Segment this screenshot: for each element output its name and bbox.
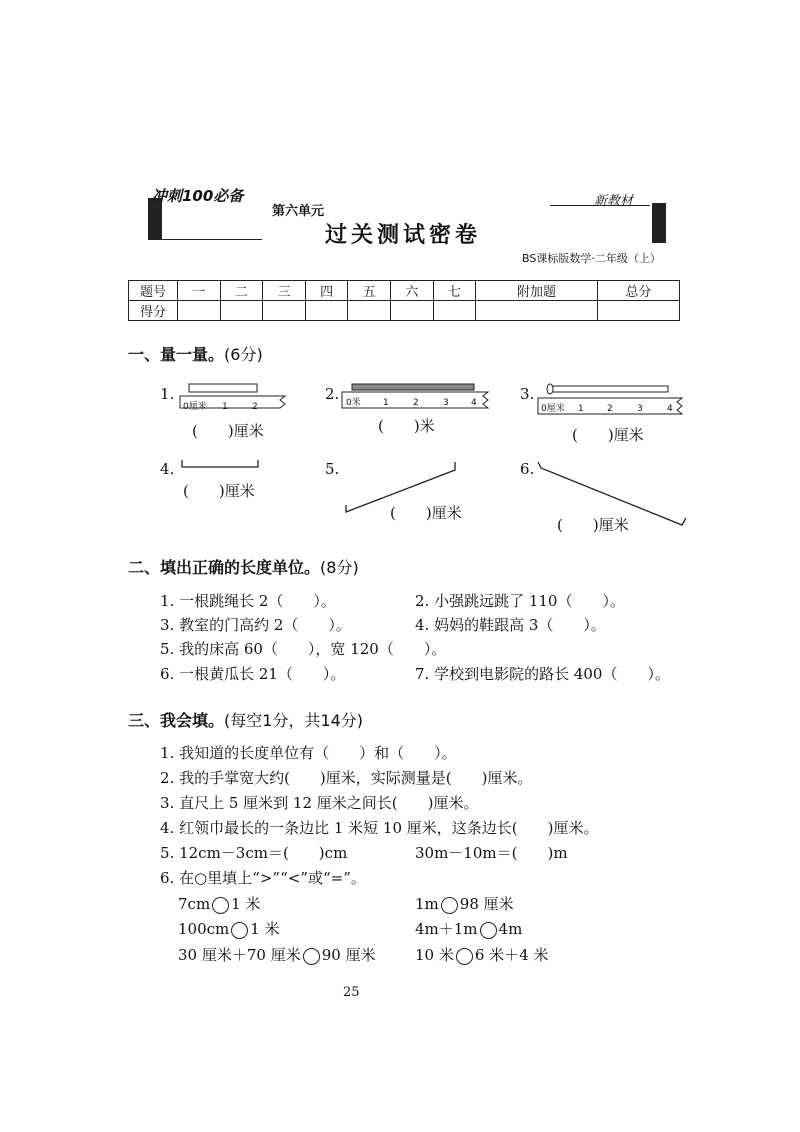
table-cell: 五 <box>348 281 391 301</box>
table-cell: 一 <box>178 281 221 301</box>
section1-title: 一、量一量。 <box>128 345 225 364</box>
answer-blank-1[interactable]: ( )厘米 <box>192 422 264 440</box>
question-item: 4. 妈妈的鞋跟高 3（ ）。 <box>415 616 606 634</box>
question-item: 7. 学校到电影院的路长 400（ ）。 <box>415 665 670 683</box>
ruler-tick-label: 1 <box>222 402 228 412</box>
question-item: 6. 一根黄瓜长 21（ ）。 <box>160 665 346 683</box>
compare-right: 90 厘米 <box>321 946 376 964</box>
table-cell: 四 <box>305 281 348 301</box>
item-number: 5. <box>325 460 340 478</box>
compare-left: 100cm <box>178 920 230 938</box>
question-item: 30m－10m＝( )m <box>415 844 568 862</box>
ruler-tick-label: 0厘米 <box>541 404 565 414</box>
section2-points: (8分) <box>320 558 359 577</box>
table-cell: 总分 <box>597 281 679 301</box>
section3-heading <box>128 708 363 731</box>
ruler-tick-label: 1 <box>578 404 584 414</box>
compare-item <box>178 893 260 914</box>
measured-bar-3 <box>548 386 668 392</box>
question-item: 1. 一根跳绳长 2（ ）。 <box>160 592 336 610</box>
answer-blank-5[interactable]: ( )厘米 <box>390 504 462 522</box>
ruler-tick-label: 3 <box>637 404 643 414</box>
compare-item <box>415 944 548 965</box>
item-number: 6. <box>520 460 535 478</box>
question-item: 2. 我的手掌宽大约( )厘米，实际测量是( )厘米。 <box>160 769 533 787</box>
compare-left: 7cm <box>178 895 211 913</box>
section3-title: 三、我会填。 <box>128 711 225 730</box>
table-cell: 六 <box>390 281 433 301</box>
compare-right: 98 厘米 <box>459 895 514 913</box>
compare-circle[interactable] <box>441 897 458 914</box>
item-number: 2. <box>325 385 340 403</box>
compare-right: 6 米＋4 米 <box>474 946 549 964</box>
table-cell: 七 <box>433 281 476 301</box>
table-cell: 得分 <box>129 301 178 321</box>
compare-circle[interactable] <box>212 897 229 914</box>
compare-right: 4m <box>498 920 523 938</box>
item-number: 4. <box>160 460 175 478</box>
question-item: 5. 我的床高 60（ ），宽 120（ ）。 <box>160 640 447 658</box>
compare-item <box>415 893 514 914</box>
compare-item <box>178 918 280 939</box>
compare-item <box>178 944 376 965</box>
page-number: 25 <box>343 985 360 1000</box>
ruler-tick-label: 0厘米 <box>183 402 207 412</box>
question-item: 1. 我知道的长度单位有（ ）和（ ）。 <box>160 744 457 762</box>
table-cell: 二 <box>220 281 263 301</box>
compare-item <box>415 918 522 939</box>
item-number: 3. <box>520 385 535 403</box>
question-item: 6. 在○里填上“>”“<”或“=”。 <box>160 869 366 887</box>
answer-blank-3[interactable]: ( )厘米 <box>572 426 644 444</box>
answer-blank-2[interactable]: ( )米 <box>378 417 435 435</box>
brand-logo-text: 冲刺100必备 <box>152 187 244 205</box>
compare-circle[interactable] <box>456 948 473 965</box>
line-segment-4 <box>182 460 258 467</box>
ruler-tick-label: 2 <box>252 402 258 412</box>
ruler-tick-label: 4 <box>667 404 673 414</box>
page-title: 过关测试密卷 <box>325 223 482 248</box>
section2-heading <box>128 555 359 578</box>
measured-bar-2 <box>352 384 474 390</box>
section2-title: 二、填出正确的长度单位。 <box>128 558 321 577</box>
ruler-tick-label: 2 <box>607 404 613 414</box>
question-item: 3. 直尺上 5 厘米到 12 厘米之间长( )厘米。 <box>160 794 479 812</box>
question-item: 3. 教室的门高约 2（ ）。 <box>160 616 351 634</box>
measurement-figures <box>0 0 800 560</box>
ruler-tick-label: 1 <box>383 398 389 408</box>
compare-left: 30 厘米＋70 厘米 <box>178 946 301 964</box>
question-item: 2. 小强跳远跳了 110（ ）。 <box>415 592 625 610</box>
question-item: 4. 红领巾最长的一条边比 1 米短 10 厘米，这条边长( )厘米。 <box>160 819 599 837</box>
unit-label: 第六单元 <box>272 204 325 219</box>
table-cell: 题号 <box>129 281 178 301</box>
table-cell: 三 <box>263 281 306 301</box>
ruler-tick-label: 4 <box>471 398 477 408</box>
section3-points: (每空1分，共14分) <box>224 711 364 730</box>
question-item: 5. 12cm－3cm＝( )cm <box>160 844 348 862</box>
ruler-tick-label: 3 <box>443 398 449 408</box>
compare-circle[interactable] <box>231 922 248 939</box>
compare-right: 1 米 <box>231 895 261 913</box>
ruler-tick-label: 0米 <box>346 398 361 408</box>
section1-points: (6分) <box>224 345 263 364</box>
ruler-tick-label: 2 <box>413 398 419 408</box>
item-number: 1. <box>160 385 175 403</box>
answer-blank-6[interactable]: ( )厘米 <box>557 516 629 534</box>
compare-left: 4m＋1m <box>415 920 478 938</box>
compare-left: 1m <box>415 895 439 913</box>
new-textbook-label: 新教材 <box>594 194 634 209</box>
compare-left: 10 米 <box>415 946 454 964</box>
compare-circle[interactable] <box>303 948 320 965</box>
measured-bar-1 <box>189 384 257 392</box>
compare-circle[interactable] <box>480 922 497 939</box>
compare-right: 1 米 <box>250 920 280 938</box>
subtitle: BS课标版数学·二年级（上） <box>522 252 661 265</box>
answer-blank-4[interactable]: ( )厘米 <box>183 482 255 500</box>
table-cell: 附加题 <box>476 281 598 301</box>
pencil-end <box>547 384 553 394</box>
